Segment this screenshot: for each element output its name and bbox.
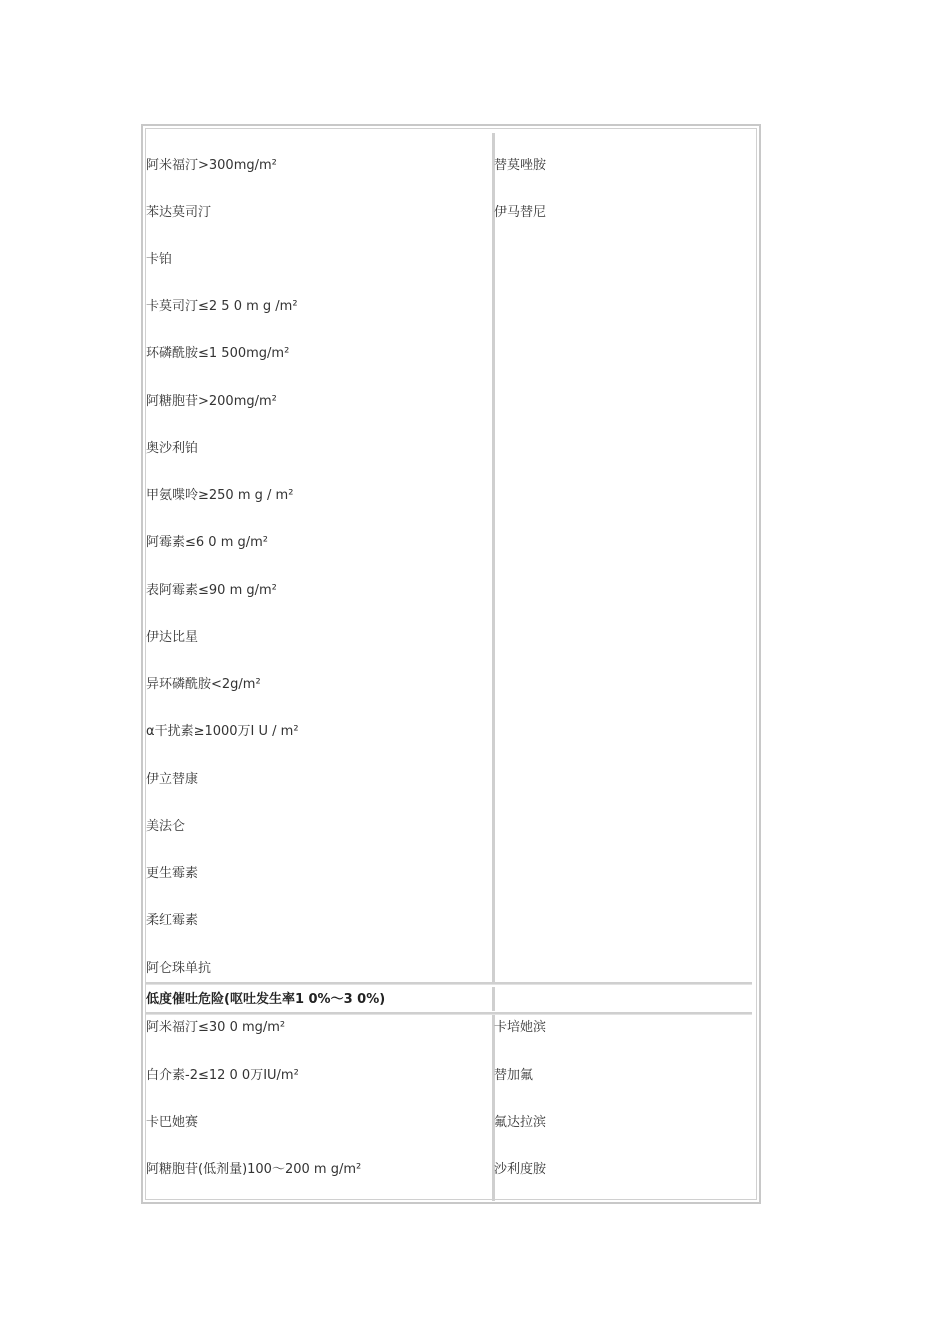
drug-table-inner — [145, 128, 757, 1200]
drug-item: 替加氟 — [494, 1068, 534, 1083]
low-risk-section-header: 低度催吐危险(呕吐发生率1 0%～3 0%) — [146, 992, 386, 1007]
drug-item: 替莫唑胺 — [494, 158, 547, 173]
drug-item: 氟达拉滨 — [494, 1115, 547, 1130]
drug-item: 白介素-2≤12 0 0万IU/m² — [146, 1068, 299, 1083]
drug-item: 环磷酰胺≤1 500mg/m² — [146, 346, 290, 361]
drug-item: 伊立替康 — [146, 772, 199, 787]
drug-item: 阿糖胞苷>200mg/m² — [146, 394, 277, 409]
drug-item: 阿糖胞苷(低剂量)100～200 m g/m² — [146, 1162, 362, 1177]
drug-item: 阿仑珠单抗 — [146, 961, 212, 976]
drug-item: 异环磷酰胺<2g/m² — [146, 677, 261, 692]
drug-item: 卡培她滨 — [494, 1020, 547, 1035]
drug-item: 阿霉素≤6 0 m g/m² — [146, 535, 269, 550]
drug-item: 阿米福汀≤30 0 mg/m² — [146, 1020, 286, 1035]
header-right-cell — [494, 985, 760, 1013]
drug-item: 卡铂 — [146, 252, 173, 267]
column-divider — [492, 133, 495, 985]
drug-item: 伊达比星 — [146, 630, 199, 645]
drug-item: 卡巴她赛 — [146, 1115, 199, 1130]
drug-item: 卡莫司汀≤2 5 0 m g /m² — [146, 299, 298, 314]
drug-item: 奥沙利铂 — [146, 441, 199, 456]
drug-item: 表阿霉素≤90 m g/m² — [146, 583, 277, 598]
drug-item: 苯达莫司汀 — [146, 205, 212, 220]
drug-item: 美法仑 — [146, 819, 186, 834]
drug-item: 沙利度胺 — [494, 1162, 547, 1177]
drug-item: 伊马替尼 — [494, 205, 547, 220]
drug-item: 阿米福汀>300mg/m² — [146, 158, 277, 173]
drug-item: α干扰素≥1000万I U / m² — [146, 724, 299, 739]
row-separator — [146, 1012, 752, 1015]
drug-table — [141, 124, 761, 1204]
drug-item: 更生霉素 — [146, 866, 199, 881]
drug-item: 甲氨喋呤≥250 m g / m² — [146, 488, 294, 503]
drug-item: 柔红霉素 — [146, 913, 199, 928]
